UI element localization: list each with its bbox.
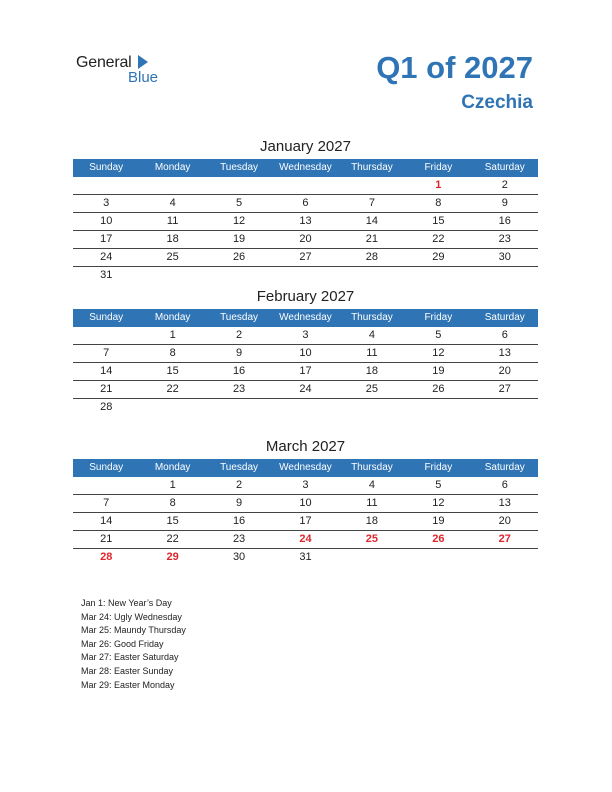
day-cell: 15: [166, 365, 179, 377]
day-cell: 13: [498, 347, 511, 359]
day-cell: 11: [366, 347, 378, 359]
weekday-label: Sunday: [89, 162, 124, 173]
day-cell: 27: [498, 383, 511, 395]
weekday-header: [73, 459, 538, 477]
day-cell: 30: [498, 251, 511, 263]
day-cell: 14: [100, 365, 113, 377]
week-row: [73, 345, 538, 363]
week-row: [73, 363, 538, 381]
holiday-note: Mar 27: Easter Saturday: [81, 652, 179, 663]
day-cell: 27: [498, 533, 511, 545]
day-cell: 8: [169, 347, 176, 359]
generalblue-logo: [76, 52, 176, 92]
day-cell: 25: [365, 383, 379, 395]
day-cell: [339, 549, 405, 566]
month-title: February 2027: [256, 288, 355, 305]
weekday-header: [73, 159, 538, 177]
day-cell: 7: [103, 347, 110, 359]
day-cell: 5: [435, 479, 442, 491]
day-cell: 4: [368, 479, 375, 491]
day-cell: 24: [299, 383, 312, 395]
week-row: [73, 213, 538, 231]
holiday-note: Mar 25: Maundy Thursday: [81, 625, 186, 636]
day-cell: 16: [232, 515, 246, 527]
holiday-note: Jan 1: New Year’s Day: [81, 598, 172, 608]
month-february: [73, 287, 538, 416]
day-cell: [472, 399, 538, 416]
day-cell: 20: [498, 515, 511, 527]
day-cell: [206, 177, 272, 194]
day-cell: 20: [299, 233, 312, 245]
day-cell: 3: [302, 329, 309, 341]
day-cell: 27: [299, 251, 312, 263]
weekday-label: Saturday: [484, 312, 525, 323]
day-cell: 9: [236, 497, 243, 509]
day-cell: 2: [236, 329, 243, 341]
day-cell: 3: [103, 197, 110, 209]
weekday-label: Monday: [154, 462, 191, 473]
holiday-note: Mar 28: Easter Sunday: [81, 665, 174, 676]
weekday-label: Monday: [154, 162, 191, 173]
logo-blue-text: Blue: [128, 69, 159, 86]
month-title: March 2027: [265, 438, 346, 455]
day-cell: 15: [166, 515, 179, 527]
logo-general-text: General: [76, 54, 132, 71]
day-cell: 21: [100, 383, 113, 395]
day-cell: 7: [103, 497, 110, 509]
weekday-label: Wednesday: [279, 162, 332, 173]
weekday-label: Saturday: [484, 162, 525, 173]
weekday-label: Friday: [424, 462, 453, 473]
day-cell: 18: [166, 233, 179, 245]
page-title: Q1 of 2027: [376, 50, 533, 85]
day-cell: 13: [498, 497, 511, 509]
weekday-label: Thursday: [351, 162, 393, 173]
day-cell: 1: [169, 479, 176, 491]
week-row: [73, 513, 538, 531]
day-cell: [339, 267, 405, 284]
day-cell: 29: [432, 251, 445, 263]
day-cell: [472, 549, 538, 566]
holiday-notes: [81, 597, 186, 692]
day-cell: 22: [166, 533, 179, 545]
weekday-label: Tuesday: [220, 312, 259, 323]
day-cell: [339, 177, 405, 194]
weekday-label: Sunday: [89, 312, 124, 323]
day-cell: 14: [365, 215, 379, 227]
day-cell: 17: [100, 233, 113, 245]
day-cell: 2: [501, 179, 508, 191]
day-cell: 1: [169, 329, 176, 341]
day-cell: 16: [232, 365, 246, 377]
day-cell: 18: [365, 515, 379, 527]
day-cell: 4: [169, 197, 176, 209]
day-cell: 15: [432, 215, 445, 227]
day-cell: [272, 177, 338, 194]
holiday-note: Mar 29: Easter Monday: [81, 679, 175, 690]
day-cell: 6: [302, 197, 309, 209]
week-row: [73, 399, 538, 416]
day-cell: [272, 399, 338, 416]
day-cell: [339, 399, 405, 416]
week-row: [73, 327, 538, 345]
week-row: [73, 531, 538, 549]
day-cell: 17: [299, 365, 312, 377]
day-cell: 26: [432, 533, 445, 545]
day-cell: [139, 399, 205, 416]
day-cell: 10: [100, 215, 113, 227]
day-cell: 4: [368, 329, 375, 341]
weekday-label: Wednesday: [279, 312, 332, 323]
day-cell: 26: [232, 251, 246, 263]
day-cell: [405, 267, 471, 284]
day-cell: 3: [302, 479, 309, 491]
week-row: [73, 195, 538, 213]
weekday-label: Wednesday: [279, 462, 332, 473]
day-cell: 31: [299, 551, 312, 563]
day-cell: [73, 327, 139, 344]
day-cell: 10: [299, 347, 312, 359]
day-cell: 11: [366, 497, 378, 509]
day-cell: 19: [432, 365, 445, 377]
weekday-label: Monday: [154, 312, 191, 323]
day-cell: [139, 177, 205, 194]
day-cell: [206, 267, 272, 284]
country-name: Czechia: [461, 92, 533, 113]
weekday-header: [73, 309, 538, 327]
day-cell: 21: [365, 233, 379, 245]
day-cell: 19: [432, 515, 445, 527]
day-cell: 28: [365, 251, 379, 263]
day-cell: 28: [100, 401, 113, 413]
day-cell: 25: [166, 251, 179, 263]
day-cell: 10: [299, 497, 312, 509]
week-row: [73, 549, 538, 566]
day-cell: 23: [498, 233, 511, 245]
day-cell: [405, 399, 471, 416]
weekday-label: Saturday: [484, 462, 525, 473]
day-cell: 12: [232, 215, 246, 227]
weekday-label: Tuesday: [220, 462, 259, 473]
day-cell: [139, 267, 205, 284]
day-cell: 6: [501, 479, 508, 491]
week-row: [73, 249, 538, 267]
logo-triangle-icon: [138, 55, 148, 69]
week-row: [73, 267, 538, 284]
day-cell: 23: [232, 533, 246, 545]
weekday-label: Sunday: [89, 462, 124, 473]
day-cell: 13: [299, 215, 312, 227]
day-cell: 9: [236, 347, 243, 359]
day-cell: 12: [432, 497, 445, 509]
weekday-label: Tuesday: [220, 162, 259, 173]
holiday-note: Mar 24: Ugly Wednesday: [81, 611, 182, 622]
day-cell: 7: [368, 197, 375, 209]
week-row: [73, 381, 538, 399]
day-cell: 11: [166, 215, 179, 227]
day-cell: 19: [232, 233, 246, 245]
day-cell: [405, 549, 471, 566]
day-cell: 16: [498, 215, 511, 227]
week-row: [73, 477, 538, 495]
day-cell: 17: [299, 515, 312, 527]
day-cell: 28: [100, 551, 113, 563]
day-cell: [73, 177, 139, 194]
day-cell: [73, 477, 139, 494]
day-cell: 30: [232, 551, 246, 563]
month-january: [73, 137, 538, 284]
week-row: [73, 177, 538, 195]
weekday-label: Friday: [424, 312, 453, 323]
month-title: January 2027: [260, 138, 351, 155]
day-cell: 23: [232, 383, 246, 395]
day-cell: 26: [432, 383, 445, 395]
weekday-label: Thursday: [351, 312, 393, 323]
day-cell: 24: [299, 533, 312, 545]
day-cell: 18: [365, 365, 379, 377]
day-cell: [206, 399, 272, 416]
day-cell: [472, 267, 538, 284]
day-cell: 9: [501, 197, 508, 209]
day-cell: 31: [100, 269, 113, 281]
weekday-label: Friday: [424, 162, 453, 173]
day-cell: 24: [100, 251, 113, 263]
weekday-label: Thursday: [351, 462, 393, 473]
day-cell: 6: [501, 329, 508, 341]
holiday-note: Mar 26: Good Friday: [81, 638, 164, 649]
week-row: [73, 495, 538, 513]
day-cell: 22: [432, 233, 445, 245]
day-cell: 5: [236, 197, 243, 209]
day-cell: [272, 267, 338, 284]
day-cell: 12: [432, 347, 445, 359]
week-row: [73, 231, 538, 249]
day-cell: 8: [435, 197, 442, 209]
day-cell: 8: [169, 497, 176, 509]
day-cell: 1: [435, 179, 442, 191]
day-cell: 22: [166, 383, 179, 395]
day-cell: 20: [498, 365, 511, 377]
month-march: [73, 437, 538, 566]
day-cell: 14: [100, 515, 113, 527]
day-cell: 25: [365, 533, 379, 545]
day-cell: 21: [100, 533, 113, 545]
day-cell: 2: [236, 479, 243, 491]
day-cell: 29: [166, 551, 179, 563]
day-cell: 5: [435, 329, 442, 341]
